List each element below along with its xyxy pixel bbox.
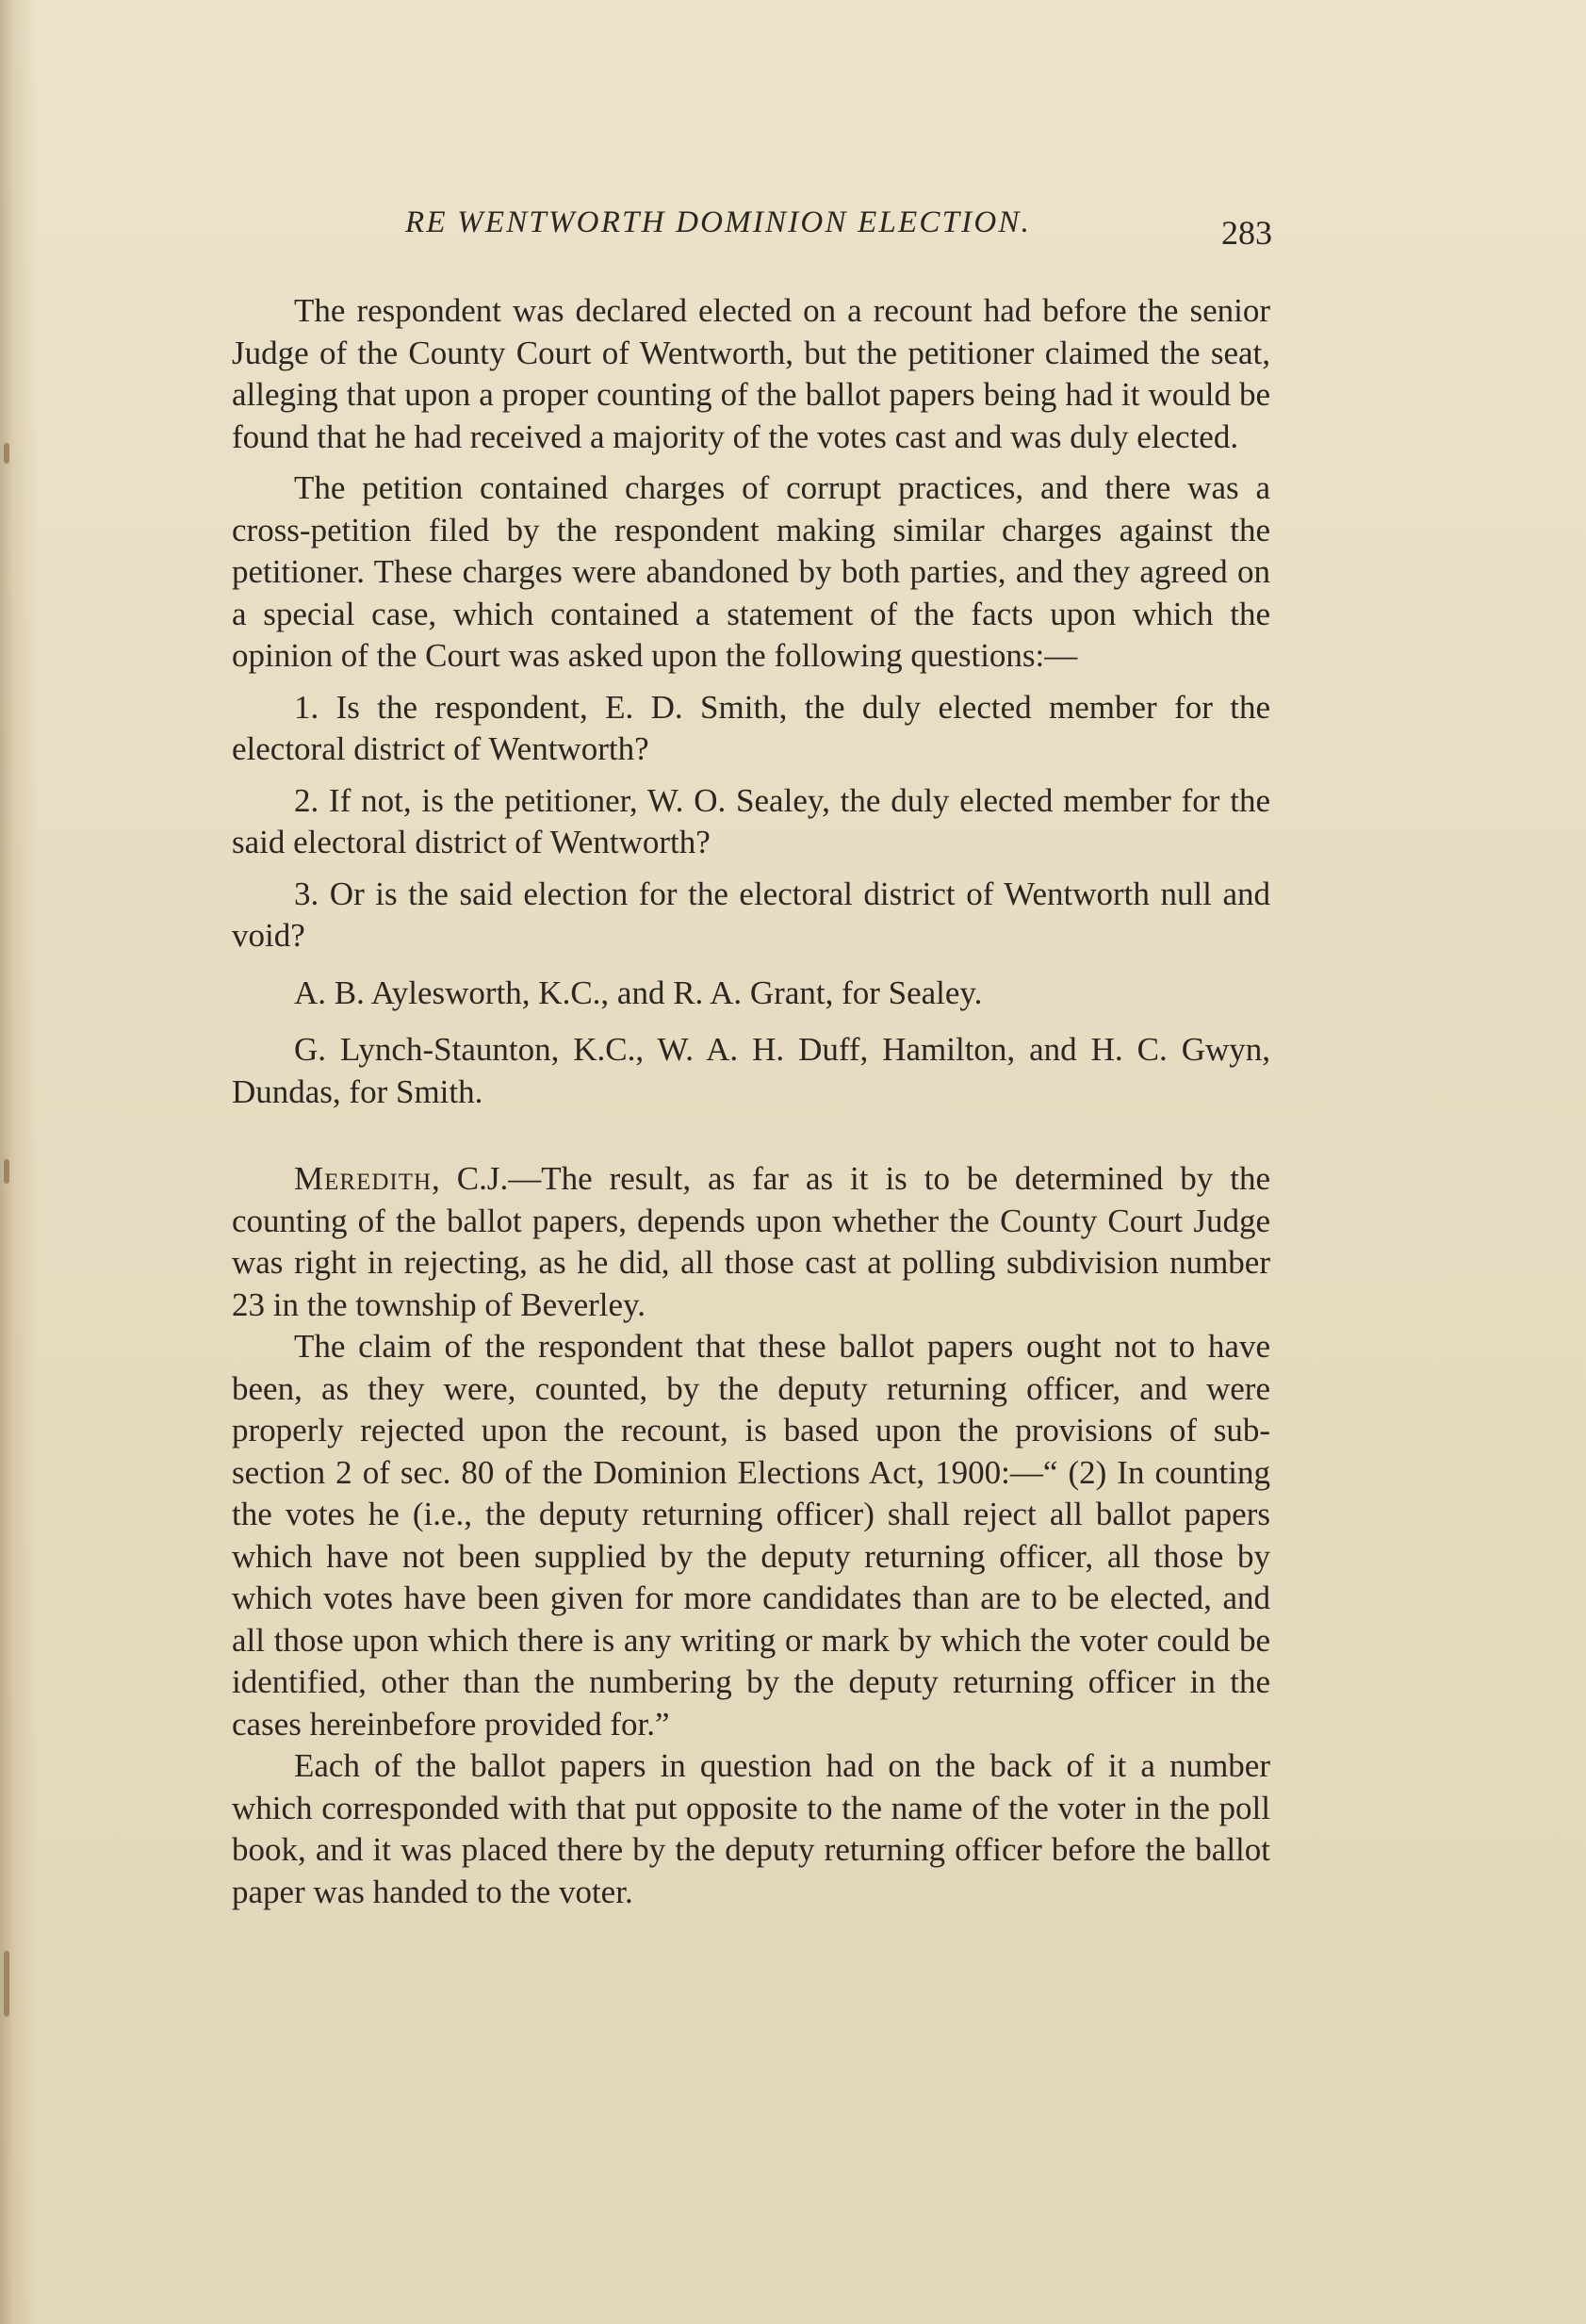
page-body [232, 290, 1270, 1913]
page-edge-mark [4, 443, 9, 464]
paragraph-recount: The respondent was declared elected on a recount had before the senior Judge of the County Court of Wentworth, but the petitioner claimed the seat, alleging that upon a proper counting of the ballot papers being had it would be found that he had received a majority of the votes cast and was duly elected. [232, 292, 1270, 455]
counsel-petitioner: A. B. Aylesworth, K.C., and R. A. Grant, for Sealey. [294, 974, 983, 1011]
counsel-respondent: G. Lynch-Staunton, K.C., W. A. H. Duff, Hamilton, and H. C. Gwyn, Dundas, for Smith. [232, 1031, 1270, 1110]
judgment-opening-text: , C.J.—The result, as far as it is to be determined by the counting of the ballot papers, depends upon whether the County Court Judge was right in rejecting, as he did, all those cast at polling subdivision number 23 in the township of Beverley. [232, 1160, 1270, 1323]
question-2: 2. If not, is the petitioner, W. O. Sealey, the duly elected member for the said electoral district of Wentworth? [232, 781, 1270, 860]
paragraph-ballot-numbers: Each of the ballot papers in question had on the back of it a number which corresponded with that put opposite to the name of the voter in the poll book, and it was placed there by the deputy returning officer before the ballot paper was handed to the voter. [232, 1747, 1270, 1910]
question-1: 1. Is the respondent, E. D. Smith, the duly elected member for the electoral district of Wentworth? [232, 688, 1270, 767]
paragraph-claim: The claim of the respondent that these ballot papers ought not to have been, as they were, counted, by the deputy returning officer, and were properly rejected upon the recount, is based upon the provisions of sub-section 2 of sec. 80 of the Dominion Elections Act, 1900:—“ (2) In counting the votes he (i.e., the deputy returning officer) shall reject all ballot papers which have not been supplied by the deputy returning officer, all those by which votes have been given for more candidates than are to be elected, and all those upon which there is any writing or mark by which the voter could be identified, other than the numbering by the deputy returning officer in the cases hereinbefore provided for.” [232, 1328, 1270, 1743]
page-header [405, 205, 1272, 253]
running-head: RE WENTWORTH DOMINION ELECTION. [405, 205, 1032, 239]
page-number: 283 [1221, 214, 1272, 252]
judgment-opening [232, 1158, 1270, 1326]
page-edge-mark [4, 1159, 9, 1184]
paragraph-petition: The petition contained charges of corrupt practices, and there was a cross-petition filed by the respondent making similar charges against the petitioner. These charges were abandoned by both parties, and they agreed on a special case, which contained a statement of the facts upon which the opinion of the Court was asked upon the following questions:— [232, 469, 1270, 674]
judge-name: Meredith [294, 1160, 433, 1197]
page-edge-mark [4, 1951, 9, 2017]
question-3: 3. Or is the said election for the electoral district of Wentworth null and void? [232, 875, 1270, 954]
